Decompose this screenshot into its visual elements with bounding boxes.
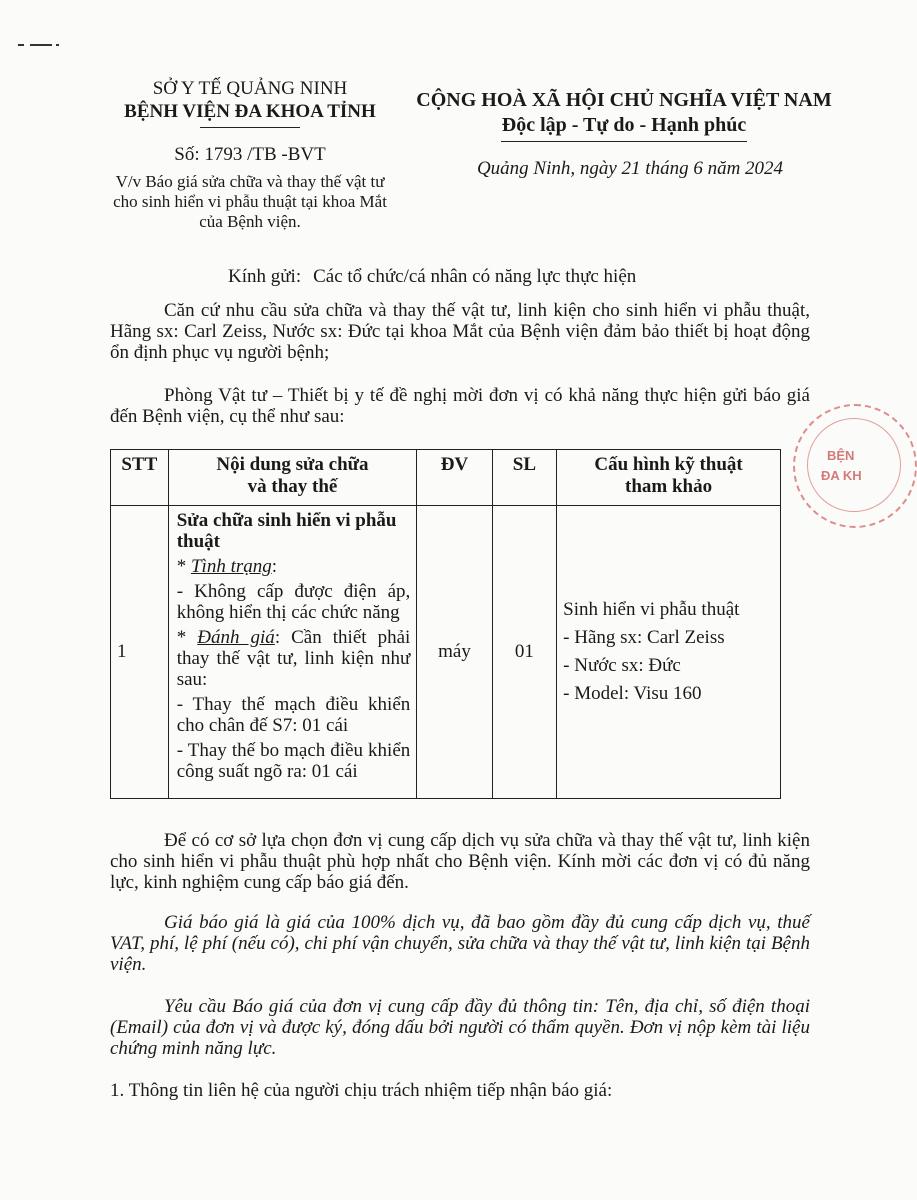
evaluation-label: Đánh giá xyxy=(197,627,275,648)
motto-underline xyxy=(501,141,747,142)
row-spec xyxy=(557,506,781,799)
header-unit: ĐV xyxy=(417,450,492,506)
spec-line: - Hãng sx: Carl Zeiss xyxy=(563,627,725,648)
stamp-text: ĐA KH xyxy=(821,468,862,483)
spec-line: - Model: Visu 160 xyxy=(563,683,702,704)
row-evaluation: * Đánh giá: Cần thiết phải thay thế vật tư, linh kiện như sau: xyxy=(176,627,411,690)
hospital-stamp xyxy=(793,404,917,528)
table-header-row xyxy=(111,450,781,506)
header-underline xyxy=(200,127,300,128)
header-content xyxy=(168,450,417,506)
spec-line: - Nước sx: Đức xyxy=(563,655,681,676)
paragraph-contact: 1. Thông tin liên hệ của người chịu trách nhiệm tiếp nhận báo giá: xyxy=(110,1080,613,1101)
row-qty: 01 xyxy=(492,506,556,799)
status-label: Tình trạng xyxy=(190,556,272,577)
subject-line: V/v Báo giá sửa chữa và thay thế vật tư xyxy=(115,172,385,191)
paragraph-selection: Để có cơ sở lựa chọn đơn vị cung cấp dịch vụ sửa chữa và thay thế vật tư, linh kiện cho sinh hiển vi phẫu thuật phù hợp nhất cho Bệnh viện. Kính mời các đơn vị có đủ năng lực, kinh nghiệm cung cấp báo giá đến. xyxy=(110,830,810,893)
header-config xyxy=(557,450,781,506)
document-number: Số: 1793 /TB -BVT xyxy=(174,144,326,165)
recipient-label: Kính gửi: xyxy=(228,266,302,287)
subject-line: của Bệnh viện. xyxy=(199,212,301,231)
hospital-name: BỆNH VIỆN ĐA KHOA TỈNH xyxy=(124,101,376,122)
table-row xyxy=(111,506,781,799)
department-name: SỞ Y TẾ QUẢNG NINH xyxy=(152,78,348,99)
recipient-line xyxy=(228,266,648,288)
row-stt: 1 xyxy=(111,506,169,799)
header-config-line: Cấu hình kỹ thuật xyxy=(594,454,743,475)
paragraph-requirements: Yêu cầu Báo giá của đơn vị cung cấp đầy đủ thông tin: Tên, địa chỉ, số điện thoại (Email) của đơn vị và được ký, đóng dấu bởi người có thẩm quyền. Đơn vị nộp kèm tài liệu chứng minh năng lực. xyxy=(110,996,810,1059)
subject-line: cho sinh hiển vi phẫu thuật tại khoa Mắt xyxy=(113,192,387,211)
national-header xyxy=(400,88,848,142)
document-date: Quảng Ninh, ngày 21 tháng 6 năm 2024 xyxy=(476,158,784,179)
row-status: * Tình trạng: xyxy=(176,556,278,577)
row-item: - Thay thế bo mạch điều khiển công suất ngõ ra: 01 cái xyxy=(176,740,411,782)
header-config-line: tham khảo xyxy=(625,476,713,497)
motto: Độc lập - Tự do - Hạnh phúc xyxy=(501,114,747,136)
recipient-value: Các tổ chức/cá nhân có năng lực thực hiện xyxy=(313,266,637,287)
header-content-line: Nội dung sửa chữa xyxy=(216,454,369,475)
scan-artifact xyxy=(18,44,58,46)
row-status-text: - Không cấp được điện áp, không hiển thị các chức năng xyxy=(176,581,411,623)
row-item: - Thay thế mạch điều khiển cho chân đế S7: 01 cái xyxy=(176,694,411,736)
row-unit: máy xyxy=(417,506,492,799)
spec-line: Sinh hiển vi phẫu thuật xyxy=(563,599,740,620)
stamp-ring xyxy=(807,418,901,512)
stamp-text: BỆN xyxy=(827,448,855,463)
row-content xyxy=(168,506,417,799)
row-title: Sửa chữa sinh hiển vi phẫu thuật xyxy=(176,510,397,552)
issuer-header xyxy=(100,78,400,128)
header-stt: STT xyxy=(111,450,169,506)
header-content-line: và thay thế xyxy=(247,476,338,497)
paragraph-basis: Căn cứ nhu cầu sửa chữa và thay thế vật tư, linh kiện cho sinh hiển vi phẫu thuật, Hãng sx: Carl Zeiss, Nước sx: Đức tại khoa Mắt của Bệnh viện đảm bảo thiết bị hoạt động ổn định phục vụ người bệnh; xyxy=(110,300,810,363)
paragraph-price: Giá báo giá là giá của 100% dịch vụ, đã bao gồm đầy đủ cung cấp dịch vụ, thuế VAT, phí, lệ phí (nếu có), chi phí vận chuyển, sửa chữa và thay thế vật tư, linh kiện tại Bệnh viện. xyxy=(110,912,810,975)
evaluation-text: : Cần thiết phải thay thế vật tư, linh kiện như sau: xyxy=(176,627,411,690)
document-subject xyxy=(100,172,400,232)
paragraph-request: Phòng Vật tư – Thiết bị y tế đề nghị mời đơn vị có khả năng thực hiện gửi báo giá đến Bệnh viện, cụ thể như sau: xyxy=(110,385,810,427)
quote-request-table xyxy=(110,449,781,799)
header-qty: SL xyxy=(492,450,556,506)
country-name: CỘNG HOÀ XÃ HỘI CHỦ NGHĨA VIỆT NAM xyxy=(416,89,832,111)
